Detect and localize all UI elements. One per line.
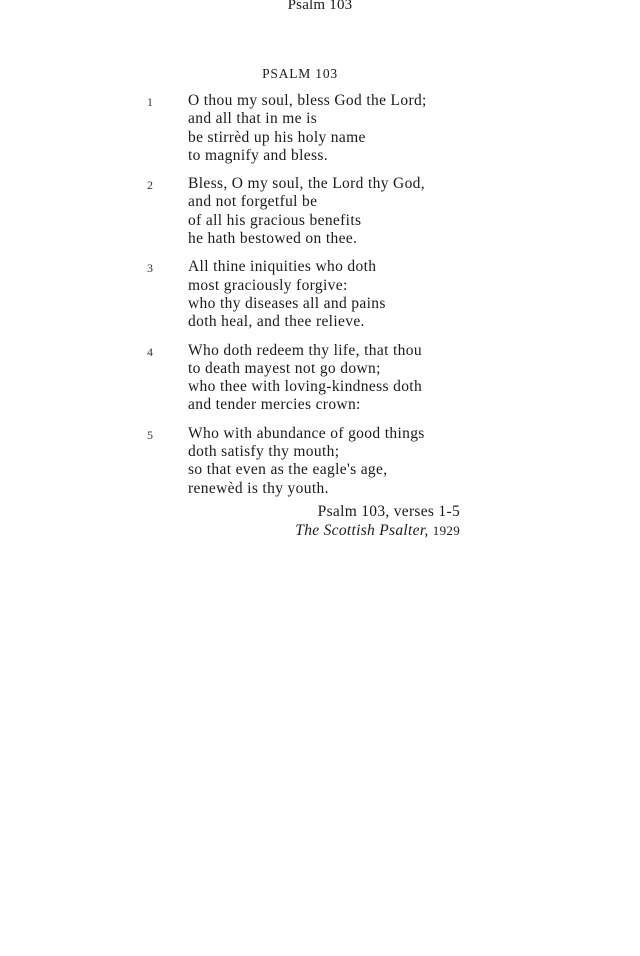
stanza-lines	[188, 175, 640, 248]
verse-line: so that even as the eagle's age,	[188, 461, 388, 479]
verse-line: to magnify and bless.	[188, 146, 328, 164]
verse-line: Who doth redeem thy life, that thou	[188, 341, 422, 359]
stanza-lines	[188, 258, 640, 331]
verse-line: of all his gracious benefits	[188, 211, 362, 229]
stanza-number: 1	[147, 95, 153, 109]
stanza-number: 3	[147, 261, 153, 276]
verse-line: doth heal, and thee relieve.	[188, 313, 365, 331]
verse-line: Who with abundance of good things	[188, 424, 425, 442]
stanza	[0, 92, 640, 165]
verse-line: and all that in me is	[188, 110, 318, 128]
verse-line: renewèd is thy youth.	[188, 479, 329, 497]
verse-line: doth satisfy thy mouth;	[188, 443, 340, 461]
attribution-source	[295, 521, 460, 540]
stanza	[0, 342, 640, 415]
verse-line: and tender mercies crown:	[188, 396, 361, 414]
verse-line: most graciously forgive:	[188, 276, 348, 294]
stanza-lines	[188, 92, 640, 165]
verse-line: O thou my soul, bless God the Lord;	[188, 92, 427, 109]
attribution	[295, 502, 460, 540]
stanza-lines	[188, 342, 640, 415]
stanza	[0, 425, 640, 498]
psalm-title: PSALM 103	[262, 66, 338, 81]
stanza	[0, 258, 640, 331]
verse-line: Bless, O my soul, the Lord thy God,	[188, 175, 425, 193]
verse-line: to death mayest not go down;	[188, 359, 381, 377]
running-head: Psalm 103	[287, 0, 353, 13]
source-year: 1929	[432, 523, 460, 538]
source-title: The Scottish Psalter,	[295, 522, 429, 539]
stanza-number: 2	[147, 178, 153, 193]
stanza-list	[0, 92, 640, 508]
verse-line: be stirrèd up his holy name	[188, 128, 366, 146]
verse-line: All thine iniquities who doth	[188, 258, 377, 276]
verse-line: who thee with loving-kindness doth	[188, 378, 423, 396]
verse-line: who thy diseases all and pains	[188, 294, 386, 312]
stanza-number: 4	[147, 344, 153, 359]
attribution-reference: Psalm 103, verses 1-5	[317, 503, 460, 520]
stanza	[0, 175, 640, 248]
verse-line: he hath bestowed on thee.	[188, 230, 358, 248]
verse-line: and not forgetful be	[188, 193, 318, 211]
stanza-lines	[188, 425, 640, 498]
stanza-number: 5	[147, 427, 153, 442]
